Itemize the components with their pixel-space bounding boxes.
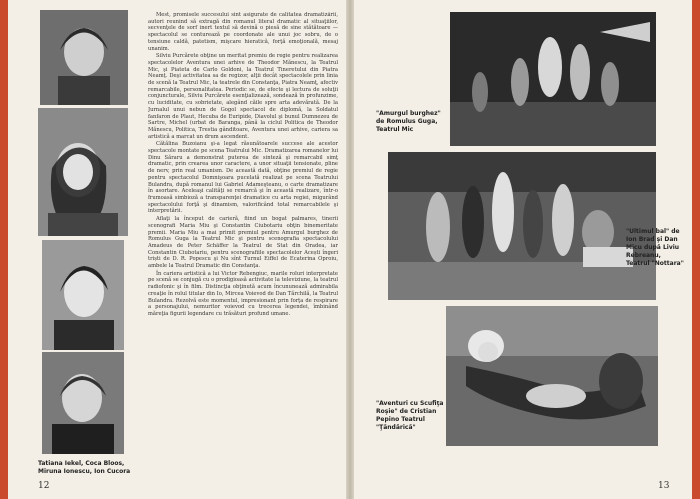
- portrait-photo-2: [38, 108, 128, 236]
- portrait-photo-1: [40, 10, 128, 105]
- article-body: [148, 12, 338, 467]
- paragraph: În cariera artistică a lui Victor Rebengiuc, marile roluri interpretate pe scenă se conjugă cu o prodigioasă activitate la televiziune, la teatrul radiofonic şi în film. Distincţia obţinută acum încununează admirabila creaţie în rolul titular din Io, Mircea Voievod de Dan Tărchilă, la Teatrul Bulandra. Rezolvă este momentul, impresionant prin forţa de respirare a personajului, nemuritor voievod cu trecerea legendei, îmbinând măreţia figurii legendare cu trăsături profund umane.: [148, 270, 338, 317]
- stage-photo-2: [388, 152, 656, 300]
- right-cover-edge: [692, 0, 700, 499]
- paragraph: Cătălina Buzoianu şi-a legat răsunătoarele succese ale acestor spectacole montate pe scena Teatrului Mic. Dramatizarea romanelor lui Dinu Săraru a demonstrat puterea de sinteză şi remarcabil simţ dramatic, prin crearea unor caractere, a unor situaţii tensionate, pline de nerv, prin real umanism. De această dată, obţine premiul de regie pentru spectacolul Domnişoara pucelată realizat pe scena Teatrului Bulandra, după romanul lui Gabriel Adameşteanu, o carte dramatizare în asortare. Aceleaşi calităţi se remarcă şi în această realizare, într-o frumoasă simbioză a transparenţei dramatice cu arta regiei, migurând spectacolului forţă şi dinamism, valorificând total remarcabilele şi interpretării.: [148, 141, 338, 215]
- portrait-photo-3: [42, 240, 124, 350]
- paragraph: Mest, promisele succesului sint asigurate de calitatea dramatizării, autori reunind să extragă din romanul literal dramatic al situaţiilor, secvenţele de sorf inert textul să devină o piesă de sine stătătoare — spectacolul se conturează pe coordonate ale unui joc sobru, de o tensiune caldă, patetism, mişcare hieratică, forţă emoţională, mesaj unanim.: [148, 12, 338, 52]
- page-number-left: 12: [38, 481, 50, 491]
- book-gutter: [346, 0, 354, 499]
- photo-caption-left: Tatiana Iekel, Coca Bloos, Miruna Ionescu, Ion Cucora: [38, 460, 131, 475]
- photo-caption-3: "Aventuri cu Scufiţa Roşie" de Cristian Pepino Teatrul "Ţăndărică": [376, 400, 444, 431]
- left-page: [8, 0, 346, 499]
- right-page: [354, 0, 692, 499]
- left-cover-edge: [0, 0, 8, 499]
- paragraph: Silviu Purcărete obţine un meritat premiu de regie pentru realizarea spectacolelor Aventura unei arhive de Theodor Mănescu, la Teatrul Mic, şi Piateta de Carlo Goldoni, la Teatrul Tineretului din Piatra Neamţ. Deşi activitatea sa de regizor, alţii decât spectacolele prin linia de scenă la Teatrul Mic, la teatrele din Constanţa, Piatra Neamţ, afectiv remarcabile, personalitatea. Periodic se, de efecte şi lectura de soluţii conjuncturale, Silviu Purcărete esenţializează, sondează în profunzime, cu luciditate, cu sobrietate, alegând căile spre arta adevărată. De la Jurnalul unui nebun de Gogol spectacol de diplomă, la Soldatul fanfaron de Plaut, Hecuba de Euripide, Diavolul şi bunul Dumnezeu de Sartre, Michel (urbat de Baranga, până la ciclul Politica de Theodor Mănescu, Politica, Trestia gânditoare, Aventura unei arhive, cariera sa artistică a marcat un drum ascendent.: [148, 53, 338, 140]
- page-number-right: 13: [658, 481, 670, 491]
- stage-photo-1: [450, 12, 656, 146]
- photo-caption-1: "Amurgul burghez" de Romulus Guga, Teatrul Mic: [376, 110, 441, 133]
- portrait-photo-4: [42, 352, 124, 454]
- paragraph: Aflaţi la început de carieră, fiind un bogat palmares, tinerii scenografi Maria Miu şi Constantin Ciubotariu obţin binemeritate premii. Maria Miu a mai primit premiul pentru Amurgul burghez de Romulus Guga la Teatrul Mic şi pentru scenografia spectacolului Amadeus de Peter Schäffer la Teatrul de Stat din Oradea, iar Constantin Ciubotariu, pentru scenografiile spectacolelor Acești îngeri triști de D. R. Popescu şi Nu sînt Turnul Eiffel de Ecaterina Oproiu, ambele la Teatrul Dramatic din Constanţa.: [148, 216, 338, 270]
- stage-photo-3: [446, 306, 658, 446]
- photo-caption-2: "Ultimul bal" de Ion Brad şi Dan Micu după Liviu Rebreanu, Teatrul "Nottara": [626, 228, 684, 267]
